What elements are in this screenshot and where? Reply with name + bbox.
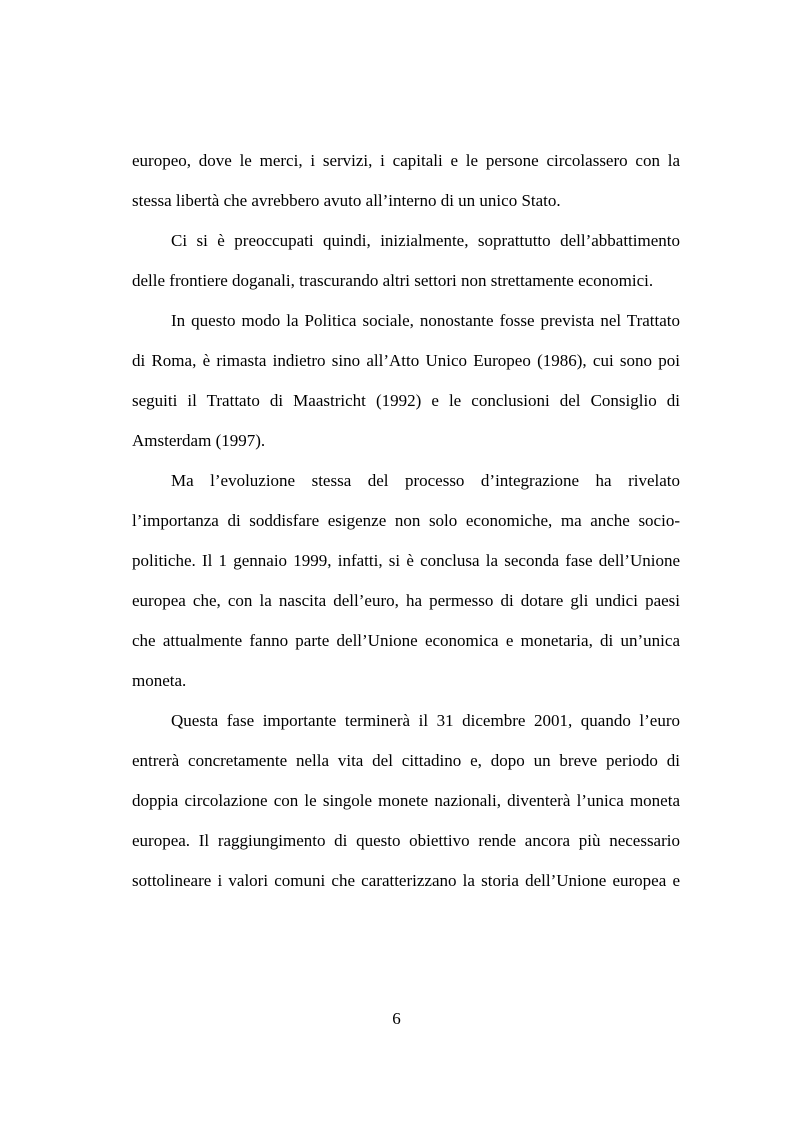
text-line: europeo, dove le merci, i servizi, i capitali e le persone circolassero con la — [132, 151, 680, 170]
text-line: europea che, con la nascita dell’euro, ha permesso di dotare gli undici paesi — [132, 591, 680, 610]
text-line: Ma l’evoluzione stessa del processo d’integrazione ha rivelato — [171, 471, 680, 490]
text-line: entrerà concretamente nella vita del cittadino e, dopo un breve periodo di — [132, 751, 680, 770]
text-line: europea. Il raggiungimento di questo obiettivo rende ancora più necessario — [132, 831, 680, 850]
text-line: che attualmente fanno parte dell’Unione economica e monetaria, di un’unica — [132, 631, 680, 650]
text-line: stessa libertà che avrebbero avuto all’interno di un unico Stato. — [132, 191, 561, 210]
text-line: sottolineare i valori comuni che caratterizzano la storia dell’Unione europea e — [132, 871, 680, 890]
text-line: delle frontiere doganali, trascurando altri settori non strettamente economici. — [132, 271, 654, 290]
body-text — [132, 141, 680, 901]
text-line: In questo modo la Politica sociale, nonostante fosse prevista nel Trattato — [171, 311, 680, 330]
text-line: l’importanza di soddisfare esigenze non solo economiche, ma anche socio- — [132, 511, 680, 530]
text-line: di Roma, è rimasta indietro sino all’Atto Unico Europeo (1986), cui sono poi — [132, 351, 680, 370]
text-line: Ci si è preoccupati quindi, inizialmente, soprattutto dell’abbattimento — [171, 231, 680, 250]
text-line: moneta. — [132, 671, 187, 690]
text-line: politiche. Il 1 gennaio 1999, infatti, si è conclusa la seconda fase dell’Unione — [132, 551, 680, 570]
text-line: seguiti il Trattato di Maastricht (1992) e le conclusioni del Consiglio di — [132, 391, 680, 410]
page-number: 6 — [392, 1009, 401, 1028]
text-line: Amsterdam (1997). — [132, 431, 266, 450]
text-line: doppia circolazione con le singole monete nazionali, diventerà l’unica moneta — [132, 791, 680, 810]
text-line: Questa fase importante terminerà il 31 dicembre 2001, quando l’euro — [171, 711, 680, 730]
